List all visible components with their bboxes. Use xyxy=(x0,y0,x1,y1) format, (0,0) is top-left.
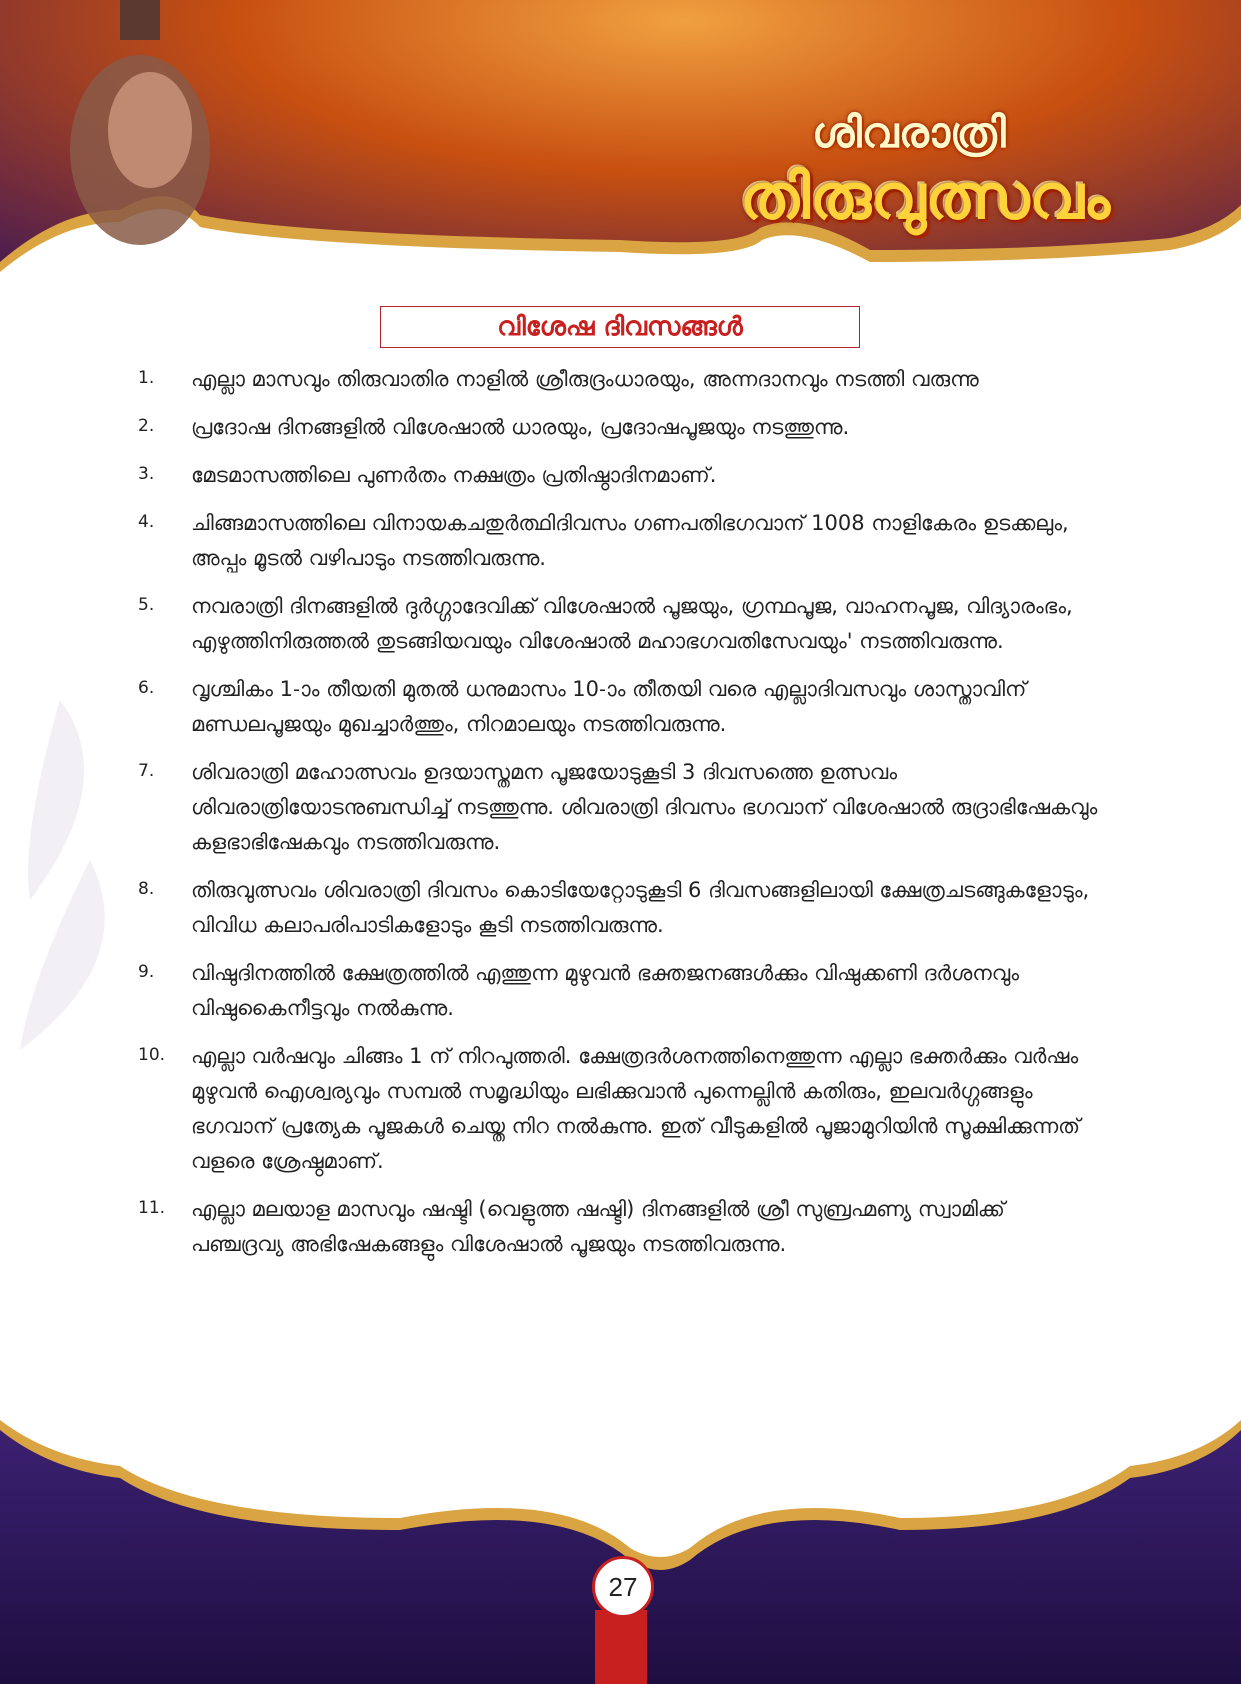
item-number: 9. xyxy=(138,962,155,982)
brand-title-line2: തിരുവുത്സവം xyxy=(740,160,1110,233)
special-days-list xyxy=(138,362,1098,1275)
item-number: 6. xyxy=(138,678,155,698)
list-item xyxy=(138,458,1098,493)
list-item xyxy=(138,1192,1098,1262)
item-number: 1. xyxy=(138,368,155,388)
brand-title-line1: ശിവരാത്രി xyxy=(812,108,1006,157)
list-item xyxy=(138,1039,1098,1179)
item-number: 10. xyxy=(138,1045,166,1065)
item-number: 5. xyxy=(138,595,155,615)
item-number: 11. xyxy=(138,1198,166,1218)
item-number: 7. xyxy=(138,761,155,781)
list-item xyxy=(138,589,1098,659)
item-text: എല്ലാ മാസവും തിരുവാതിര നാളിൽ ശ്രീരുദ്രംധാരയും, അന്നദാനവും നടത്തി വരുന്നു xyxy=(191,367,979,391)
item-text: എല്ലാ മലയാള മാസവും ഷഷ്ടി (വെളുത്ത ഷഷ്ടി) ദിനങ്ങളിൽ ശ്രീ സുബ്രഹ്മണ്യ സ്വാമിക്ക് പഞ്ചദ്രവ്യ അഭിഷേകങ്ങളും വിശേഷാൽ പൂജയും നടത്തിവരുന്നു. xyxy=(191,1197,1005,1256)
item-text: മേടമാസത്തിലെ പുണർതം നക്ഷത്രം പ്രതിഷ്ഠാദിനമാണ്. xyxy=(191,463,717,487)
item-text: എല്ലാ വർഷവും ചിങ്ങം 1 ന് നിറപുത്തരി. ക്ഷേത്രദർശനത്തിനെത്തുന്ന എല്ലാ ഭക്തർക്കും വർഷം മുഴുവൻ ഐശ്വര്യവും സമ്പൽ സമൃദ്ധിയും ലഭിക്കുവാൻ പുന്നെല്ലിൻ കതിരും, ഇലവർഗ്ഗങ്ങളും ഭഗവാന് പ്രത്യേക പൂജകൾ ചെയ്ത നിറ നൽകുന്നു. ഇത് വീടുകളിൽ പൂജാമുറിയിൻ സൂക്ഷിക്കുന്നത് വളരെ ശ്രേഷ്ഠമാണ്. xyxy=(191,1044,1081,1173)
item-number: 3. xyxy=(138,464,155,484)
item-number: 2. xyxy=(138,416,155,436)
item-text: ചിങ്ങമാസത്തിലെ വിനായകചതുർത്ഥിദിവസം ഗണപതിഭഗവാന് 1008 നാളികേരം ഉടക്കലും, അപ്പം മൂടൽ വഴിപാടും നടത്തിവരുന്നു. xyxy=(191,511,1069,570)
list-item xyxy=(138,410,1098,445)
list-item xyxy=(138,873,1098,943)
item-text: തിരുവുത്സവം ശിവരാത്രി ദിവസം കൊടിയേറ്റോടുകൂടി 6 ദിവസങ്ങളിലായി ക്ഷേത്രചടങ്ങുകളോടും, വിവിധ കലാപരിപാടികളോടും കൂടി നടത്തിവരുന്നു. xyxy=(191,878,1090,937)
section-heading-box xyxy=(380,306,860,348)
page-number: 27 xyxy=(592,1556,654,1618)
item-text: വിഷുദിനത്തിൽ ക്ഷേത്രത്തിൽ എത്തുന്ന മുഴുവൻ ഭക്തജനങ്ങൾക്കും വിഷുക്കണി ദർശനവും വിഷുകൈനീട്ടവും നൽകുന്നു. xyxy=(191,961,1020,1020)
item-text: വൃശ്ചികം 1-ാം തീയതി മുതൽ ധനുമാസം 10-ാം തീതയി വരെ എല്ലാദിവസവും ശാസ്താവിന് മണ്ഡലപൂജയും മുഖച്ചാർത്തും, നിറമാലയും നടത്തിവരുന്നു. xyxy=(191,677,1027,736)
list-item xyxy=(138,755,1098,860)
item-text: നവരാത്രി ദിനങ്ങളിൽ ദുർഗ്ഗാദേവിക്ക് വിശേഷാൽ പൂജയും, ഗ്രന്ഥപൂജ, വാഹനപൂജ, വിദ്യാരംഭം, എഴുത്തിനിരുത്തൽ തുടങ്ങിയവയും വിശേഷാൽ മഹാഭഗവതിസേവയും' നടത്തിവരുന്നു. xyxy=(191,594,1073,653)
list-item xyxy=(138,672,1098,742)
list-item xyxy=(138,506,1098,576)
item-number: 4. xyxy=(138,512,155,532)
section-heading: വിശേഷ ദിവസങ്ങൾ xyxy=(497,311,743,342)
list-item xyxy=(138,362,1098,397)
item-text: പ്രദോഷ ദിനങ്ങളിൽ വിശേഷാൽ ധാരയും, പ്രദോഷപൂജയും നടത്തുന്നു. xyxy=(191,415,850,439)
item-text: ശിവരാത്രി മഹോത്സവം ഉദയാസ്തമന പൂജയോടുകൂടി 3 ദിവസത്തെ ഉത്സവം ശിവരാത്രിയോടനുബന്ധിച്ച് നടത്തുന്നു. ശിവരാത്രി ദിവസം ഭഗവാന് വിശേഷാൽ രുദ്രാഭിഷേകവും കളഭാഭിഷേകവും നടത്തിവരുന്നു. xyxy=(191,760,1098,854)
list-item xyxy=(138,956,1098,1026)
item-number: 8. xyxy=(138,879,155,899)
